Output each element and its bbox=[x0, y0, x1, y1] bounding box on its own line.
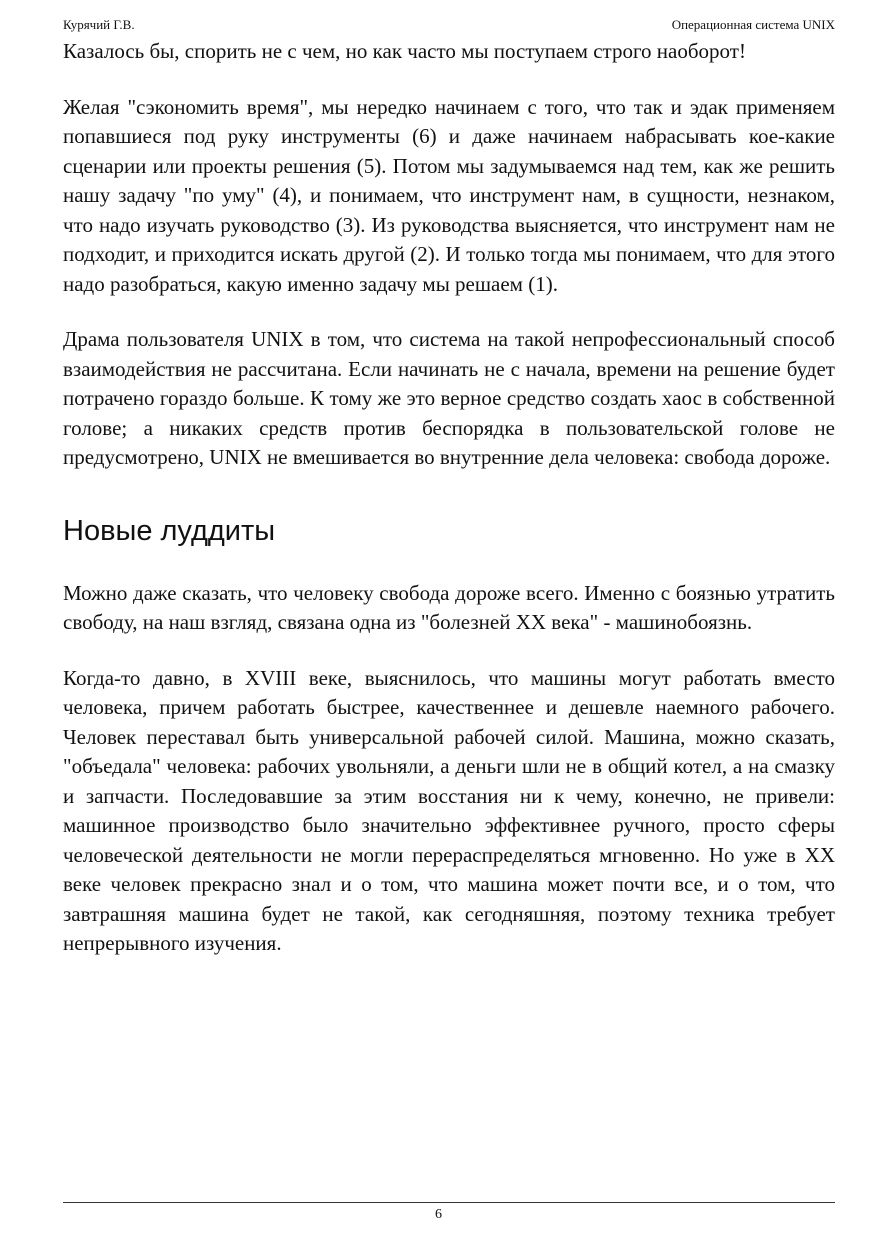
paragraph: Драма пользователя UNIX в том, что система на такой непрофессиональный способ взаимодействия не рассчитана. Если начинать не с начала, времени на решение будет потрачено гораздо больше. К тому же это верное средство создать хаос в собственной голове; а никаких средств против беспорядка в пользовательской голове не предусмотрено, UNIX не вмешивается во внутренние дела человека: свобода дороже. bbox=[63, 327, 835, 469]
paragraph: Можно даже сказать, что человеку свобода дороже всего. Именно с боязнью утратить свободу, на наш взгляд, связана одна из "болезней XX века" - машинобоязнь. bbox=[63, 580, 835, 634]
section-heading: Новые луддиты bbox=[63, 514, 276, 547]
header-author: Курячий Г.В. bbox=[63, 17, 135, 32]
paragraph: Казалось бы, спорить не с чем, но как часто мы поступаем строго наоборот! bbox=[63, 39, 746, 63]
footer-divider bbox=[63, 1202, 835, 1203]
header-book-title: Операционная система UNIX bbox=[671, 17, 835, 32]
paragraph: Когда-то давно, в XVIII веке, выяснилось, что машины могут работать вместо человека, причем работать быстрее, качественнее и дешевле наемного рабочего. Человек переставал быть универсальной рабочей силой. Машина, можно сказать, "объедала" человека: рабочих увольняли, а деньги шли не в общий котел, а на смазку и запчасти. Последовавшие за этим восстания ни к чему, конечно, не привели: машинное производство было значительно эффективнее ручного, просто сферы человеческой деятельности не могли перераспределяться мгновенно. Но уже в XX веке человек прекрасно знал и о том, что машина может почти все, и о том, что завтрашняя машина будет не такой, как сегодняшняя, поэтому техника требует непрерывного изучения. bbox=[63, 665, 835, 955]
page-content bbox=[63, 37, 835, 959]
running-header bbox=[63, 16, 835, 34]
paragraph: Желая "сэкономить время", мы нередко начинаем с того, что так и эдак применяем попавшиеся под руку инструменты (6) и даже начинаем набрасывать кое-какие сценарии или проекты решения (5). Потом мы задумываемся над тем, как же решить нашу задачу "по уму" (4), и понимаем, что инструмент нам, в сущности, незнаком, что надо изучать руководство (3). Из руководства выясняется, что инструмент нам не подходит, и приходится искать другой (2). И только тогда мы понимаем, что для этого надо разобраться, какую именно задачу мы решаем (1). bbox=[63, 94, 835, 296]
page-number: 6 bbox=[435, 1207, 442, 1222]
